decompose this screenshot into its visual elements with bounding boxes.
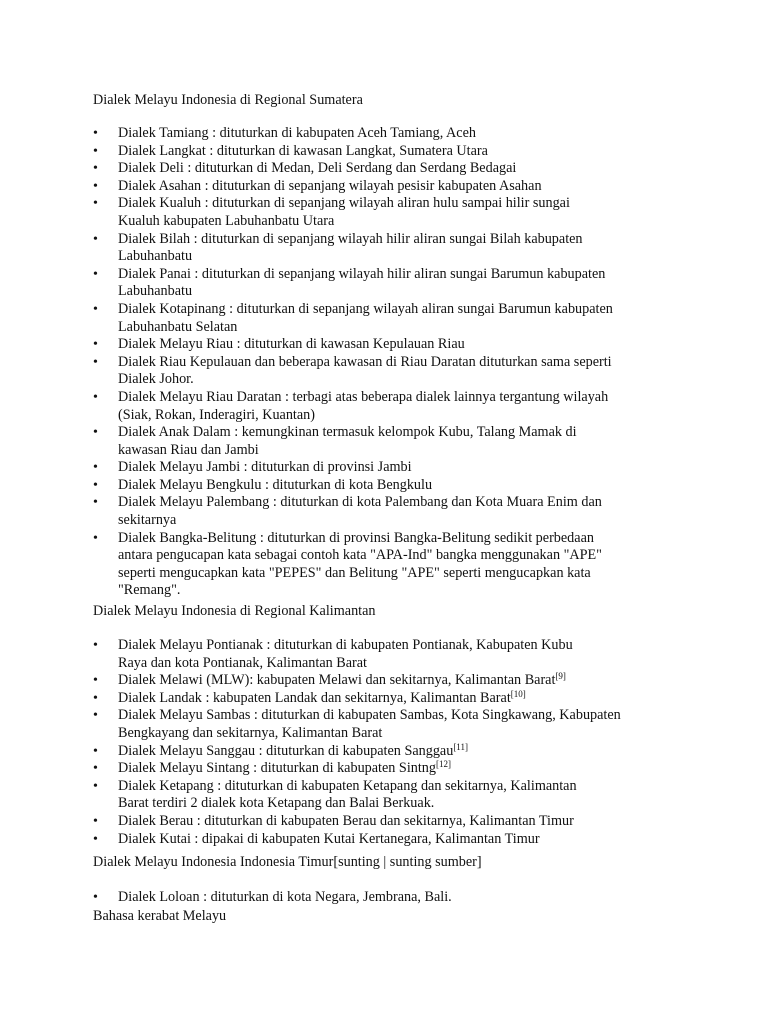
list-item: • Dialek Panai : dituturkan di sepanjang wilayah hilir aliran sungai Barumun kabupaten Labuhanbatu [93,266,673,301]
list-item: • Dialek Melayu Sanggau : dituturkan di kabupaten Sanggau[11] [93,743,673,761]
list-item: • Dialek Ketapang : dituturkan di kabupaten Ketapang dan sekitarnya, Kalimantan Barat terdiri 2 dialek kota Ketapang dan Balai Berkuak. [93,778,673,813]
list-item: • Dialek Melayu Riau Daratan : terbagi atas beberapa dialek lainnya tergantung wilayah (Siak, Rokan, Inderagiri, Kuantan) [93,389,673,424]
list-item: • Dialek Bangka-Belitung : dituturkan di provinsi Bangka-Belitung sedikit perbedaan antara pengucapan kata sebagai contoh kata "APA-Ind" bangka menggunakan "APE" seperti mengucapkan kata "PEPES" dan Belitung "APE" seperti mengucapkan kata "Remang". [93,530,673,600]
list-item: • Dialek Melayu Sambas : dituturkan di kabupaten Sambas, Kota Singkawang, Kabupaten Bengkayang dan sekitarnya, Kalimantan Barat [93,707,673,742]
list-item: • Dialek Berau : dituturkan di kabupaten Berau dan sekitarnya, Kalimantan Timur [93,813,673,831]
section-heading-kalimantan: Dialek Melayu Indonesia di Regional Kalimantan [93,603,376,619]
list-item: • Dialek Landak : kabupaten Landak dan sekitarnya, Kalimantan Barat[10] [93,690,673,708]
list-item: • Dialek Melayu Jambi : dituturkan di provinsi Jambi [93,459,673,477]
list-item: • Dialek Deli : dituturkan di Medan, Deli Serdang dan Serdang Bedagai [93,160,673,178]
list-item: • Dialek Kotapinang : dituturkan di sepanjang wilayah aliran sungai Barumun kabupaten Labuhanbatu Selatan [93,301,673,336]
list-item: • Dialek Langkat : dituturkan di kawasan Langkat, Sumatera Utara [93,143,673,161]
section-heading-sumatera: Dialek Melayu Indonesia di Regional Sumatera [93,92,363,108]
dialect-list-sumatera [93,125,673,600]
list-item: • Dialek Riau Kepulauan dan beberapa kawasan di Riau Daratan dituturkan sama seperti Dialek Johor. [93,354,673,389]
list-item: • Dialek Melayu Bengkulu : dituturkan di kota Bengkulu [93,477,673,495]
list-item: • Dialek Loloan : dituturkan di kota Negara, Jembrana, Bali. [93,889,673,907]
list-item: • Dialek Melayu Riau : dituturkan di kawasan Kepulauan Riau [93,336,673,354]
section-heading-indonesia-timur: Dialek Melayu Indonesia Indonesia Timur[sunting | sunting sumber] [93,854,482,870]
citation-ref[interactable]: [12] [436,759,451,770]
dialect-list-indonesia-timur [93,889,673,907]
list-item: • Dialek Asahan : dituturkan di sepanjang wilayah pesisir kabupaten Asahan [93,178,673,196]
list-item: • Dialek Melayu Sintang : dituturkan di kabupaten Sintng[12] [93,760,673,778]
list-item: • Dialek Melayu Palembang : dituturkan di kota Palembang dan Kota Muara Enim dan sekitarnya [93,494,673,529]
citation-ref[interactable]: [11] [453,741,468,752]
list-item: • Dialek Kutai : dipakai di kabupaten Kutai Kertanegara, Kalimantan Timur [93,831,673,849]
list-item: • Dialek Tamiang : dituturkan di kabupaten Aceh Tamiang, Aceh [93,125,673,143]
citation-ref[interactable]: [9] [555,671,566,682]
list-item: • Dialek Anak Dalam : kemungkinan termasuk kelompok Kubu, Talang Mamak di kawasan Riau dan Jambi [93,424,673,459]
list-item: • Dialek Kualuh : dituturkan di sepanjang wilayah aliran hulu sampai hilir sungai Kualuh kabupaten Labuhanbatu Utara [93,195,673,230]
list-item: • Dialek Melawi (MLW): kabupaten Melawi dan sekitarnya, Kalimantan Barat[9] [93,672,673,690]
list-item: • Dialek Melayu Pontianak : dituturkan di kabupaten Pontianak, Kabupaten Kubu Raya dan kota Pontianak, Kalimantan Barat [93,637,673,672]
list-item: • Dialek Bilah : dituturkan di sepanjang wilayah hilir aliran sungai Bilah kabupaten Labuhanbatu [93,231,673,266]
citation-ref[interactable]: [10] [510,688,526,699]
section-heading-bahasa-kerabat: Bahasa kerabat Melayu [93,908,227,924]
dialect-list-kalimantan [93,637,673,848]
